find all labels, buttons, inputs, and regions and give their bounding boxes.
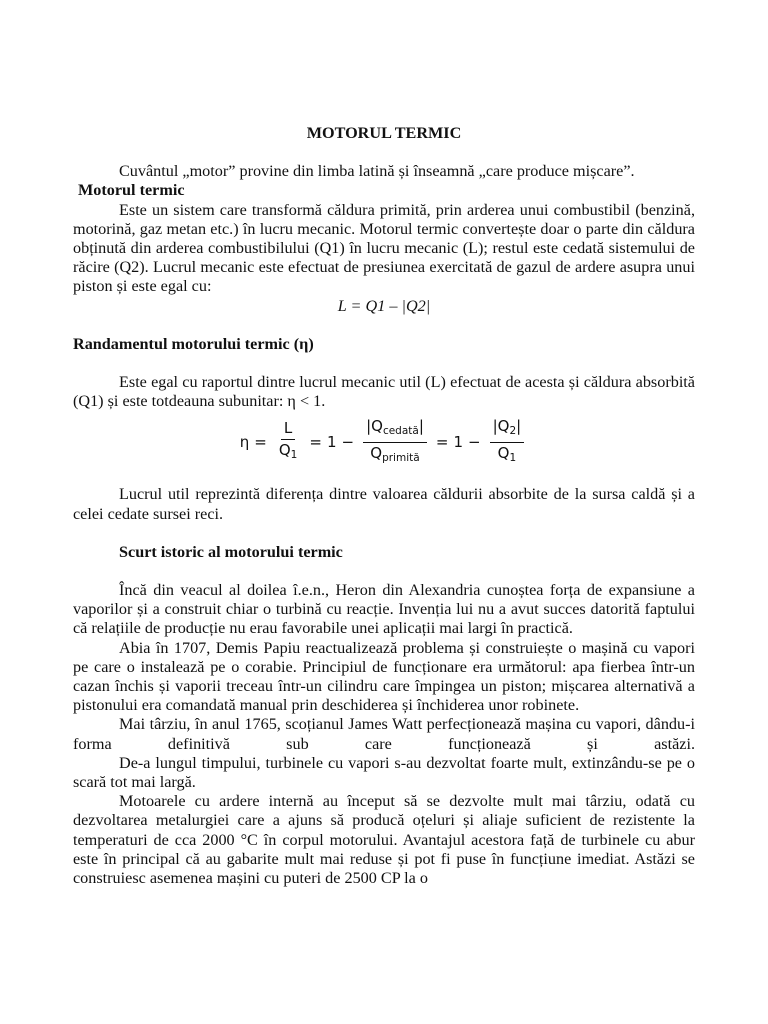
history-paragraph-internal-combustion: Motoarele cu ardere internă au început să se dezvolte mult mai târziu, odată cu dezvoltarea metalurgiei care a ajuns să producă oțeluri și aliaje suficient de rezistente la temperaturi de cca 2000 °C în corpul motorului. Avantajul acestora față de turbinele cu abur este în principal că au gabarite mult mai reduse și pot fi puse în funcțiune imediat. Astăzi se construiesc asemenea mașini cu puteri de 2500 CP la o bbox=[73, 792, 695, 888]
randament-heading: Randamentul motorului termic (η) bbox=[73, 334, 314, 353]
definition-paragraph: Este un sistem care transformă căldura primită, prin arderea unui combustibil (benzină, motorină, gaz metan etc.) în lucru mecanic. Motorul termic convertește doar o parte din căldura obținută din arderea combustibilului (Q1) în lucru mecanic (L); restul este cedată sistemului de răcire (Q2). Lucrul mecanic este efectuat de presiunea exercitată de gazul de ardere asupra unui piston și este egal cu: bbox=[73, 200, 695, 296]
formula-one: 1 bbox=[326, 432, 337, 451]
randament-paragraph: Este egal cu raportul dintre lucrul mecanic util (L) efectuat de acesta și căldura absorbită (Q1) și este totdeauna subunitar: η < 1. bbox=[73, 373, 695, 411]
history-heading: Scurt istoric al motorului termic bbox=[119, 542, 343, 561]
fraction-numerator: L bbox=[281, 419, 295, 440]
intro-paragraph: Cuvântul „motor” provine din limba latină și înseamnă „care produce mișcare”. bbox=[119, 162, 635, 181]
document-title: MOTORUL TERMIC bbox=[306, 124, 462, 142]
fraction-numerator: $|Q_2|$ bbox=[490, 417, 525, 443]
formula-eta: η bbox=[239, 432, 250, 451]
fraction-denominator: $Q_1$ bbox=[497, 443, 517, 464]
history-paragraph-turbines: De-a lungul timpului, turbinele cu vapori s-au dezvoltat foarte mult, extinzându-se pe o scară tot mai largă. bbox=[73, 753, 695, 792]
history-paragraph-papin: Abia în 1707, Demis Papiu reactualizează problema și construiește o mașină cu vapori pe care o instalează pe o corabie. Principiul de funcționare era următorul: apa fierbea într-un cazan închis și vaporii treceau într-un cilindru care împingea un piston; mișcarea alternativă a pistonului era comandată manual prin deschiderea și închiderea unor robinete. bbox=[73, 638, 695, 715]
formula-minus: − bbox=[341, 432, 355, 451]
formula-equals-2: = bbox=[309, 432, 322, 451]
history-paragraph-watt: Mai târziu, în anul 1765, scoțianul James Watt perfecționează mașina cu vapori, dându-i forma definitivă sub care funcționează și astăzi. bbox=[73, 715, 695, 753]
fraction-l-over-q1 bbox=[276, 419, 301, 465]
efficiency-formula bbox=[73, 411, 695, 473]
formula-equals-3: = bbox=[435, 432, 449, 451]
formula-equals-1: = bbox=[254, 432, 267, 451]
work-formula: L = Q1 – |Q2| bbox=[337, 296, 431, 315]
fraction-denominator: $Q_1$ bbox=[278, 441, 298, 462]
formula-minus: − bbox=[468, 432, 481, 451]
fraction-denominator: $Q_{primită}$ bbox=[370, 443, 420, 464]
fraction-numerator: $|Q_{cedată}|$ bbox=[363, 417, 427, 443]
document-body bbox=[73, 124, 695, 888]
formula-one: 1 bbox=[453, 432, 464, 451]
useful-work-paragraph: Lucrul util reprezintă diferența dintre valoarea căldurii absorbite de la sursa caldă și a celei cedate sursei reci. bbox=[73, 485, 695, 523]
fraction-qcedata-over-qprimita bbox=[363, 417, 427, 468]
subheading-motorul-termic: Motorul termic bbox=[78, 181, 185, 200]
fraction-q2-over-q1 bbox=[490, 417, 525, 468]
history-paragraph-heron: Încă din veacul al doilea î.e.n., Heron din Alexandria cunoștea forța de expansiune a vaporilor și a construit chiar o turbină cu reacție. Invenția lui nu a avut succes datorită faptului că relațiile de producție nu erau favorabile unei aplicații mai largi în practică. bbox=[73, 581, 695, 638]
